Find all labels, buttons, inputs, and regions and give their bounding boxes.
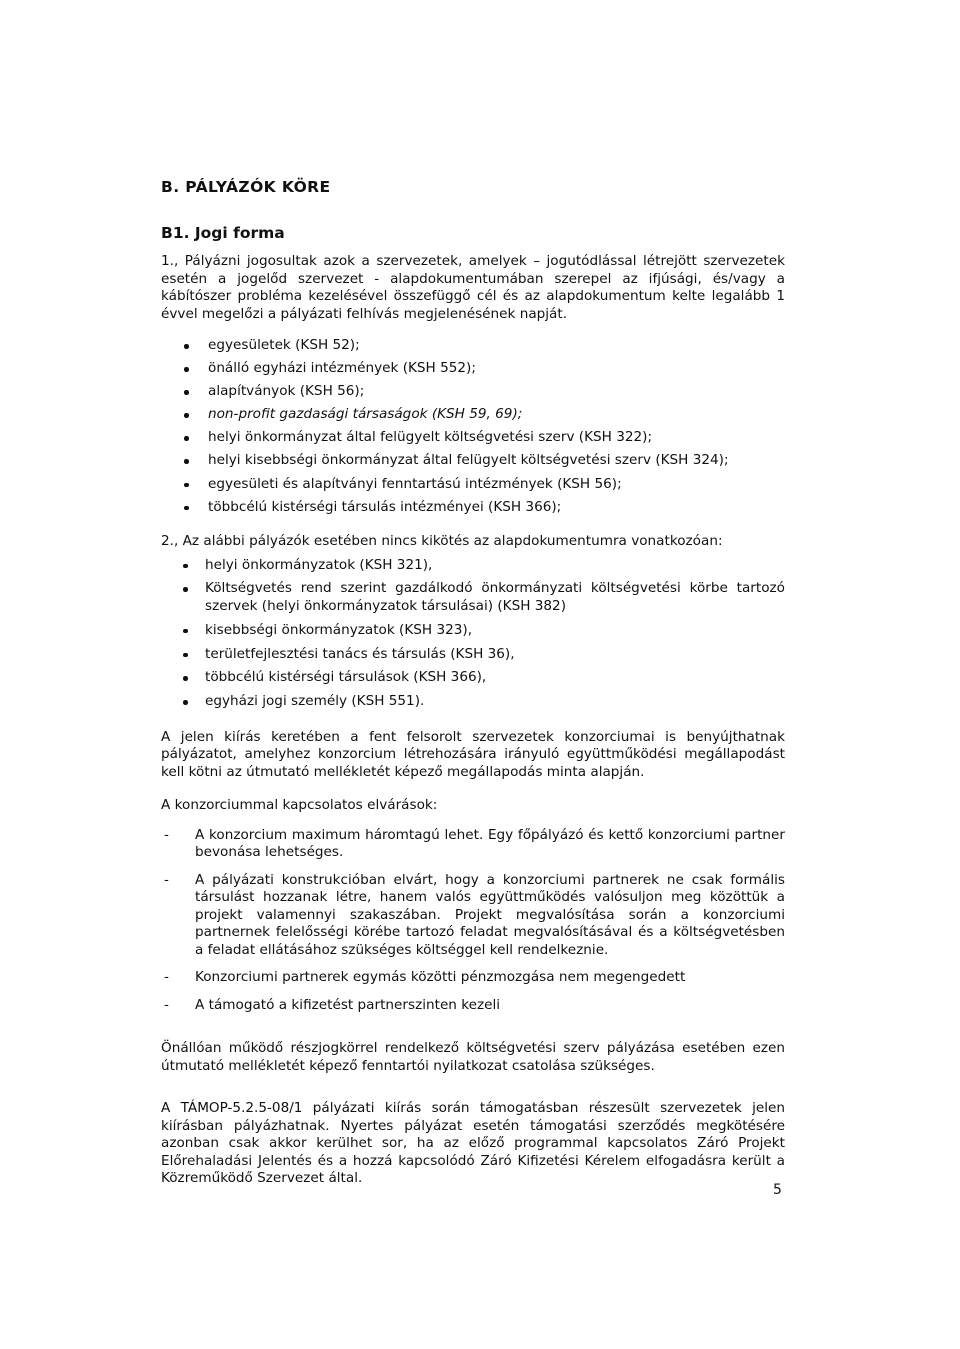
eligible-organizations-list	[161, 337, 785, 516]
list-item: non-profit gazdasági társaságok (KSH 59, 69);	[161, 406, 785, 424]
list-item: többcélú kistérségi társulás intézményei (KSH 366);	[161, 499, 785, 517]
exempt-organizations-list	[161, 557, 785, 711]
dash-list-item	[161, 827, 785, 862]
dash-item-text: A konzorcium maximum háromtagú lehet. Egy főpályázó és kettő konzorciumi partner bevonása lehetséges.	[195, 826, 785, 861]
list-item: egyesületek (KSH 52);	[161, 337, 785, 355]
dash-list-item	[161, 969, 785, 987]
list-item: területfejlesztési tanács és társulás (KSH 36),	[161, 646, 785, 664]
page-number: 5	[773, 1182, 782, 1198]
dash-marker: -	[164, 871, 169, 888]
list-item: egyházi jogi személy (KSH 551).	[161, 693, 785, 711]
list-item: Költségvetés rend szerint gazdálkodó önkormányzati költségvetési körbe tartozó szervek (helyi önkormányzatok társulásai) (KSH 382)	[161, 580, 785, 615]
consortium-requirements-list	[161, 827, 785, 1015]
dash-marker: -	[164, 969, 169, 986]
list-item: többcélú kistérségi társulások (KSH 366),	[161, 669, 785, 687]
list-item: helyi önkormányzatok (KSH 321),	[161, 557, 785, 575]
exemption-paragraph: 2., Az alábbi pályázók esetében nincs kikötés az alapdokumentumra vonatkozóan:	[161, 533, 723, 550]
prior-grant-paragraph: A TÁMOP-5.2.5-08/1 pályázati kiírás során támogatásban részesült szervezetek jelen kiírásban pályázhatnak. Nyertes pályázat esetén támogatási szerződés megkötésére azonban csak akkor kerülhet sor, ha az előző programmal kapcsolatos Záró Projekt Előrehaladási Jelentés és a hozzá kapcsolódó Záró Kifizetési Kérelem elfogadásra került a Közreműködő Szervezet által.	[161, 1100, 785, 1187]
independent-unit-paragraph: Önállóan működő részjogkörrel rendelkező költségvetési szerv pályázása esetében ezen útmutató mellékletét képező fenntartói nyilatkozat csatolása szükséges.	[161, 1040, 785, 1074]
dash-list-item	[161, 872, 785, 960]
list-item: helyi önkormányzat által felügyelt költségvetési szerv (KSH 322);	[161, 429, 785, 447]
dash-item-text: Konzorciumi partnerek egymás közötti pénzmozgása nem megengedett	[195, 969, 686, 986]
consortium-requirements-heading: A konzorciummal kapcsolatos elvárások:	[161, 797, 438, 814]
dash-item-text: A pályázati konstrukcióban elvárt, hogy a konzorciumi partnerek ne csak formális társulást hozzanak létre, hanem valós együttműködés valósuljon meg közöttük a projekt valamennyi szakaszában. Projekt megvalósítása során a konzorciumi partnernek felelősségi körébe tartozó feladat megvalósításával és a költségvetésben a feladat ellátásához szükséges költséggel kell rendelkeznie.	[195, 871, 785, 958]
list-item: egyesületi és alapítványi fenntartású intézmények (KSH 56);	[161, 476, 785, 494]
section-title: B. PÁLYÁZÓK KÖRE	[161, 178, 331, 196]
dash-marker: -	[164, 996, 169, 1013]
eligibility-paragraph: 1., Pályázni jogosultak azok a szervezetek, amelyek – jogutódlással létrejött szervezetek esetén a jogelőd szervezet - alapdokumentumában szerepel az ifjúsági, és/vagy a kábítószer probléma kezelésével összefüggő cél és az alapdokumentum kelte legalább 1 évvel megelőzi a pályázati felhívás megjelenésének napját.	[161, 253, 785, 322]
list-item: kisebbségi önkormányzatok (KSH 323),	[161, 622, 785, 640]
dash-marker: -	[164, 826, 169, 843]
page-content	[161, 176, 785, 1188]
list-item: helyi kisebbségi önkormányzat által felügyelt költségvetési szerv (KSH 324);	[161, 452, 785, 470]
consortium-paragraph: A jelen kiírás keretében a fent felsorolt szervezetek konzorciumai is benyújthatnak pályázatot, amelyhez konzorcium létrehozására irányuló együttműködési megállapodást kell kötni az útmutató mellékletét képező megállapodás minta alapján.	[161, 728, 785, 780]
list-item: önálló egyházi intézmények (KSH 552);	[161, 360, 785, 378]
list-item: alapítványok (KSH 56);	[161, 383, 785, 401]
dash-list-item	[161, 997, 785, 1015]
section-subtitle: B1. Jogi forma	[161, 224, 285, 242]
dash-item-text: A támogató a kifizetést partnerszinten kezeli	[195, 996, 501, 1013]
